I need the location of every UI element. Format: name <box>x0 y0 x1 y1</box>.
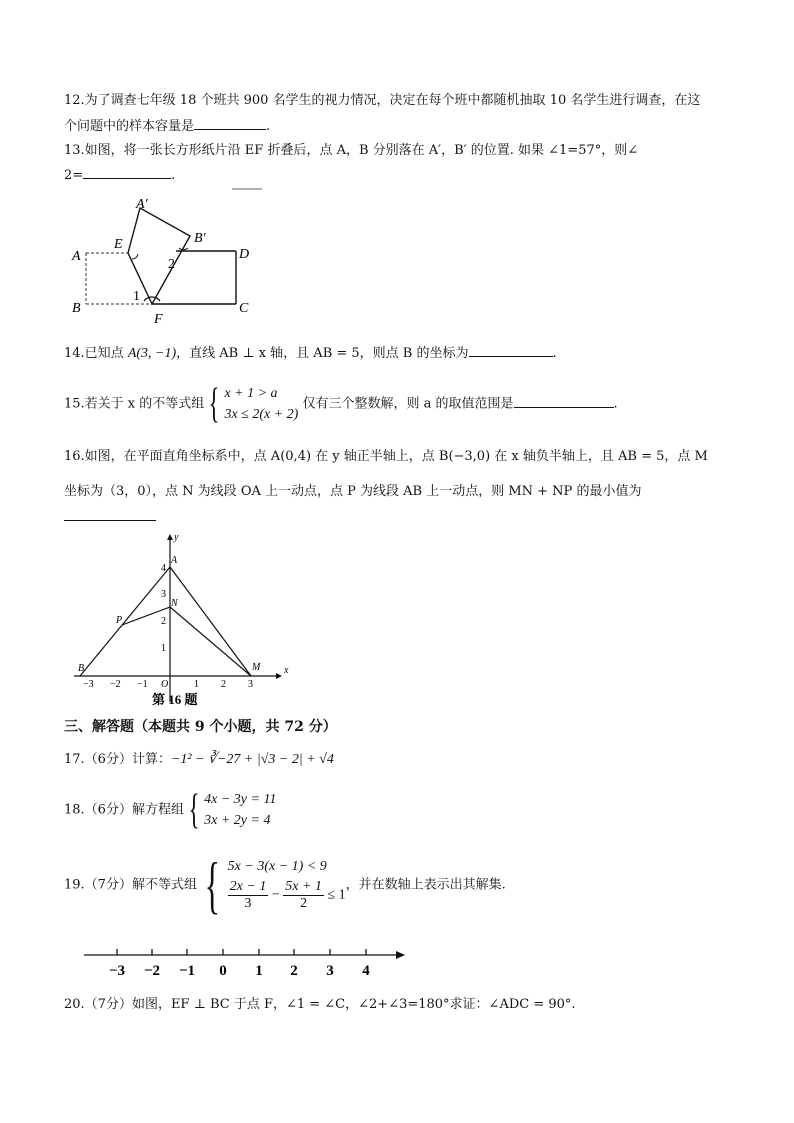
q13-label-a: A <box>72 249 81 264</box>
q18-system <box>204 789 276 831</box>
q12-line2: 个问题中的样本容量是 . <box>64 119 271 134</box>
q16-label-b: B <box>78 663 85 674</box>
q13-angle-1-arc <box>144 297 160 301</box>
q20-line: 20.（7分）如图，EF ⊥ BC 于点 F，∠1 = ∠C，∠2+∠3=180°求证：∠ADC = 90°. <box>64 997 576 1012</box>
q13-line2-text: 2= <box>64 168 84 183</box>
number-line-label: 2 <box>290 963 298 979</box>
q13-label-2: 2 <box>168 257 175 272</box>
q16-x-tick-neg3: −3 <box>83 679 94 690</box>
q16-figure <box>70 532 290 712</box>
q13-label-c: C <box>239 301 249 316</box>
q18-prefix: 18.（6分）解方程组 <box>64 802 184 818</box>
q15-suffix: 仅有三个整数解，则 a 的取值范围是 <box>302 396 514 412</box>
q15-ineq2: 3x ≤ 2(x + 2) <box>224 407 299 422</box>
q19-system <box>228 859 346 912</box>
q13-line1: 13.如图，将一张长方形纸片沿 EF 折叠后，点 A，B 分别落在 A′，B′ 的位置. 如果 ∠1=57°，则∠ <box>64 143 639 158</box>
q15-line: 15.若关于 x 的不等式组 { x + 1 > a 3x ≤ 2(x + 2) 仅有三个整数解，则 a 的取值范围是 . <box>64 381 618 427</box>
number-line-arrow <box>396 951 405 959</box>
number-line-label: −3 <box>108 963 126 979</box>
number-line-label: 3 <box>326 963 334 979</box>
q18-eq2: 3x + 2y = 4 <box>204 813 271 828</box>
q13-label-d: D <box>239 247 250 262</box>
number-line-label: 1 <box>255 963 263 979</box>
q19-frac2-num: 5x + 1 <box>285 878 322 894</box>
q15-answer-blank[interactable] <box>514 395 614 408</box>
q19-ineq2: $\frac{2x - 1}{3}$ − $\frac{5x + 1}{2}$ ≤ 1 <box>229 878 346 911</box>
q18-line <box>64 788 276 833</box>
q19-suffix: ，并在数轴上表示出其解集. <box>345 877 506 893</box>
q15-prefix: 15.若关于 x 的不等式组 <box>64 396 205 412</box>
q15-system <box>224 383 298 425</box>
q16-x-label: x <box>284 665 289 676</box>
q16-segment-ab <box>80 567 170 676</box>
q16-x-tick-3: 3 <box>248 679 253 690</box>
q14-line: 14.已知点 A(3, −1)，直线 AB ⊥ x 轴，且 AB = 5，则点 B 的坐标为 . <box>64 346 557 361</box>
q16-label-n: N <box>171 598 178 609</box>
q15-brace: { <box>208 381 220 427</box>
q13-answer-blank[interactable] <box>83 166 171 179</box>
q16-y-arrow <box>167 534 173 540</box>
q14-answer-blank[interactable] <box>469 344 553 357</box>
q16-line2: 坐标为（3，0），点 N 为线段 OA 上一动点，点 P 为线段 AB 上一动点，则 MN + NP 的最小值为 <box>64 484 642 499</box>
q18-eq1: 4x − 3y = 11 <box>204 792 277 807</box>
q19-frac1-den: 3 <box>244 895 252 911</box>
q13-angle-e-arc <box>132 254 138 259</box>
q16-x-tick-neg1: −1 <box>137 679 148 690</box>
q13-label-b: B <box>72 301 81 316</box>
q14-middle: ，直线 AB ⊥ x 轴，且 AB = 5，则点 B 的坐标为 <box>176 346 469 361</box>
q14-prefix: 14.已知点 <box>64 346 128 361</box>
q17-line <box>64 751 334 769</box>
q13-figure <box>64 188 264 328</box>
number-line-label: −1 <box>178 963 196 979</box>
q16-label-m: M <box>252 662 261 673</box>
q19-brace: { <box>204 849 220 920</box>
q19-frac1-num: 2x − 1 <box>229 878 267 894</box>
q12-answer-blank[interactable] <box>194 117 266 130</box>
number-line-label: 0 <box>219 963 227 979</box>
q16-y-tick-1: 1 <box>161 643 166 654</box>
q16-x-tick-2: 2 <box>221 679 226 690</box>
q19-frac1 <box>228 879 269 912</box>
q13-label-b-prime: B′ <box>194 231 206 246</box>
q19-ineq2-tail: ≤ 1 <box>327 887 346 903</box>
q16-y-tick-3: 3 <box>161 589 166 600</box>
q19-line <box>64 849 506 920</box>
q12-line2-text: 个问题中的样本容量是 <box>64 119 195 134</box>
q19-frac2-den: 2 <box>300 895 308 911</box>
q13-label-f: F <box>154 312 163 327</box>
q16-label-a: A <box>171 555 178 566</box>
q13-label-a-prime: A′ <box>136 197 148 212</box>
q16-segment-am <box>170 567 251 676</box>
q19-prefix: 19.（7分）解不等式组 <box>64 877 197 893</box>
q17-expression: −1² − ∛−27 + |√3 − 2| + √4 <box>170 752 334 767</box>
q16-label-p: P <box>116 615 123 626</box>
q16-figure-caption: 第 16 题 <box>152 692 198 707</box>
q19-frac2 <box>283 879 324 912</box>
q16-x-tick-neg2: −2 <box>110 679 121 690</box>
section3-heading: 三、解答题（本题共 9 个小题，共 72 分） <box>64 719 337 735</box>
q16-label-o: O <box>161 679 169 690</box>
number-line-label: 4 <box>362 963 370 979</box>
q16-line3 <box>64 508 156 527</box>
number-line-label: −2 <box>143 963 161 979</box>
q13-label-1: 1 <box>133 289 140 304</box>
number-line-ticks <box>117 949 366 955</box>
q19-ineq1: 5x − 3(x − 1) < 9 <box>227 858 327 874</box>
q16-y-tick-4: 4 <box>161 563 166 574</box>
q19-number-line <box>80 940 410 982</box>
q15-ineq1: x + 1 > a <box>224 386 278 401</box>
q16-y-label: y <box>174 532 179 543</box>
q14-point: A(3, −1) <box>127 346 177 361</box>
q16-line1: 16.如图，在平面直角坐标系中，点 A(0,4) 在 y 轴正半轴上，点 B(−3,0) 在 x 轴负半轴上，且 AB = 5，点 M <box>64 449 708 464</box>
q13-line2: 2= . <box>64 168 176 183</box>
q16-x-arrow <box>276 673 282 679</box>
q17-prefix: 17.（6分）计算： <box>64 752 171 767</box>
q13-label-e: E <box>114 237 123 252</box>
q16-x-tick-1: 1 <box>194 679 199 690</box>
q18-brace: { <box>188 787 200 833</box>
q16-segment-nm <box>170 607 251 676</box>
q16-answer-blank[interactable] <box>64 508 156 521</box>
q16-y-tick-2: 2 <box>161 616 166 627</box>
q12-line1: 12.为了调查七年级 18 个班共 900 名学生的视力情况，决定在每个班中都随机抽取 10 名学生进行调查，在这 <box>64 93 701 108</box>
